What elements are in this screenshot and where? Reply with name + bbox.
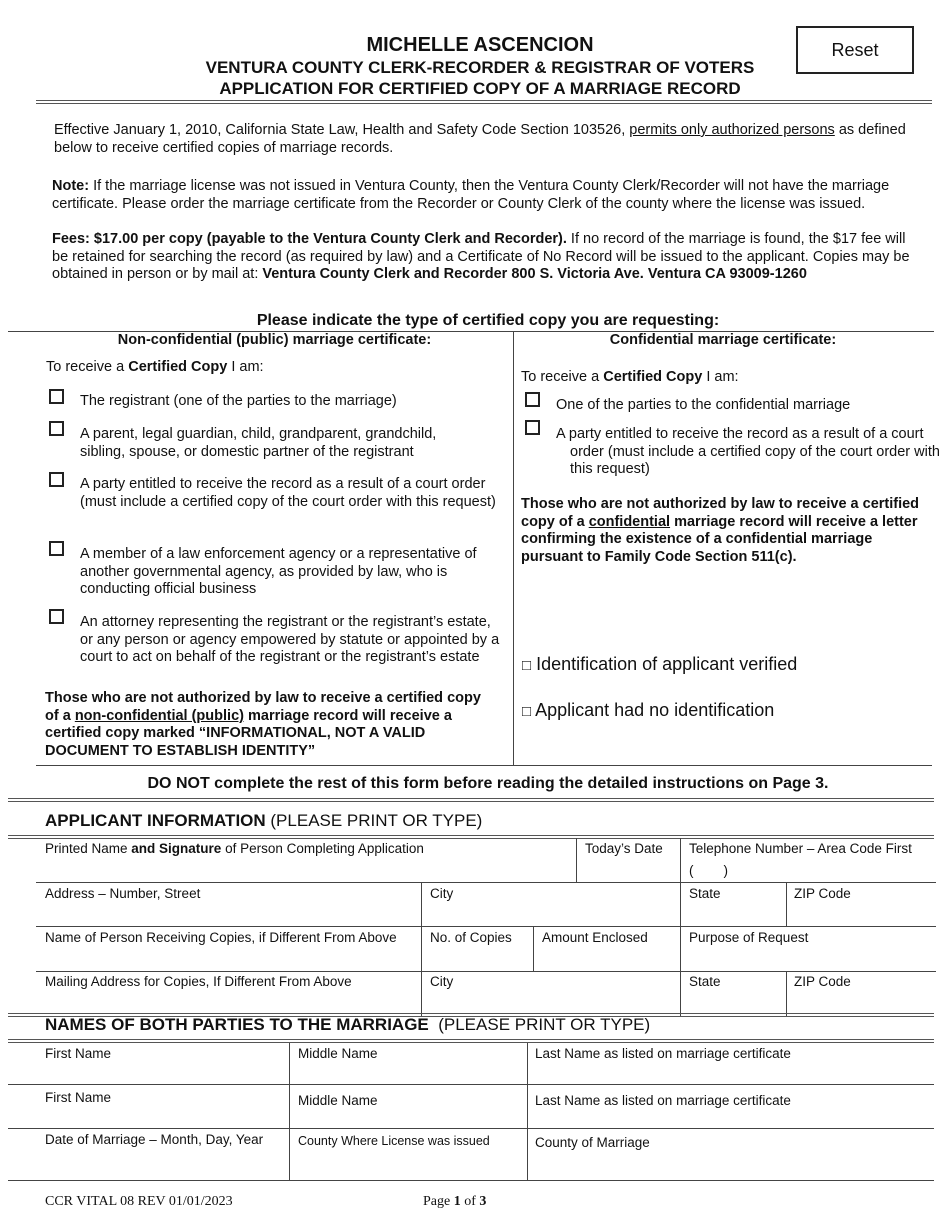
type-section-bottom-rule — [36, 765, 932, 766]
authorized-persons-text: permits only authorized persons — [629, 122, 835, 138]
first-name-field-1[interactable]: First Name — [45, 1046, 112, 1061]
printed-name-field[interactable]: Printed Name and Signature of Person Completing Application — [45, 841, 424, 856]
office-title: VENTURA COUNTY CLERK-RECORDER & REGISTRAR OF VOTERS — [205, 58, 755, 77]
do-not-complete-warning: DO NOT complete the rest of this form before reading the detailed instructions on Page 3. — [147, 775, 829, 792]
family-member-checkbox[interactable] — [49, 421, 64, 436]
fees-paragraph: Fees: $17.00 per copy (payable to the Ventura County Clerk and Recorder). If no record of the marriage is found, the $17 fee will be retained for searching the record (as required by law) and a Certificate of No Record will be issued to the applicant. Copies may be obtained in person or by mail at: Ventura County Clerk and Recorder 800 S. Victoria Ave. Ventura CA 93009-1260 — [52, 231, 910, 282]
note-paragraph: Note: If the marriage license was not issued in Ventura County, then the Ventura County Clerk/Recorder will not have the marriage certificate. Please order the marriage certificate from the Recorder or County Clerk of the county where the license was issued. — [52, 178, 890, 212]
id-verified-box[interactable]: □ — [522, 657, 532, 674]
purpose-field[interactable]: Purpose of Request — [689, 930, 809, 945]
county-of-marriage-field[interactable]: County of Marriage — [535, 1135, 650, 1150]
county-issued-field[interactable]: County Where License was issued — [298, 1134, 490, 1148]
confidential-warning: Those who are not authorized by law to receive a certified copy of a confidential marriage record will receive a letter confirming the existence of a confidential marriage pursuant to Family Code Section 511(c). — [521, 496, 920, 565]
confidential-intro: To receive a Certified Copy I am: — [521, 369, 739, 385]
row-rule — [36, 882, 936, 883]
family-member-option: A parent, legal guardian, child, grandparent, grandchild, sibling, spouse, or domestic partner of the registrant — [80, 426, 437, 460]
amount-field[interactable]: Amount Enclosed — [542, 930, 648, 945]
receiver-name-field[interactable]: Name of Person Receiving Copies, if Different From Above — [45, 930, 397, 945]
confidential-court-order-checkbox[interactable] — [525, 420, 540, 435]
middle-name-field-1[interactable]: Middle Name — [298, 1046, 378, 1061]
court-order-option: A party entitled to receive the record as a result of a court order (must include a certified copy of the court order with this request) — [80, 476, 496, 510]
registrant-option: The registrant (one of the parties to the marriage) — [80, 393, 397, 409]
attorney-option: An attorney representing the registrant or the registrant’s estate, or any person or agency empowered by statute or appointed by a court to act on behalf of the registrant or the registrant’s estate — [80, 614, 500, 665]
zip-field[interactable]: ZIP Code — [794, 886, 851, 901]
no-id-box[interactable]: □ — [522, 703, 532, 720]
registrant-checkbox[interactable] — [49, 389, 64, 404]
public-intro: To receive a Certified Copy I am: — [46, 359, 264, 375]
applicant-top-rule — [8, 798, 934, 802]
header-divider — [36, 100, 932, 104]
confidential-heading: Confidential marriage certificate: — [609, 332, 837, 348]
mailing-state-field[interactable]: State — [689, 974, 721, 989]
law-enforcement-checkbox[interactable] — [49, 541, 64, 556]
column-divider — [513, 331, 514, 765]
attorney-checkbox[interactable] — [49, 609, 64, 624]
public-heading: Non-confidential (public) marriage certificate: — [117, 332, 432, 348]
divider — [527, 1043, 528, 1180]
confidential-court-order-option: A party entitled to receive the record as a result of a court order (must include a certified copy of the court order with this request) — [556, 426, 940, 477]
todays-date-field[interactable]: Today’s Date — [585, 841, 663, 856]
mailing-city-field[interactable]: City — [430, 974, 454, 989]
last-name-field-1[interactable]: Last Name as listed on marriage certificate — [535, 1046, 791, 1061]
id-verified-option[interactable]: □ Identification of applicant verified — [522, 654, 798, 674]
last-name-field-2[interactable]: Last Name as listed on marriage certificate — [535, 1093, 791, 1108]
copy-type-heading: Please indicate the type of certified copy you are requesting: — [256, 312, 720, 329]
divider — [786, 971, 787, 1017]
applicant-section-title: APPLICANT INFORMATION (PLEASE PRINT OR TYPE) — [45, 811, 483, 830]
court-order-checkbox[interactable] — [49, 472, 64, 487]
row-rule — [36, 926, 936, 927]
divider — [786, 882, 787, 927]
law-enforcement-option: A member of a law enforcement agency or a representative of another governmental agency, as provided by law, who is conducting official business — [80, 546, 477, 597]
office-holder-name: MICHELLE ASCENCION — [366, 34, 594, 56]
reset-button[interactable]: Reset — [796, 26, 914, 74]
page-number: Page 1 of 3 — [423, 1194, 487, 1209]
public-warning: Those who are not authorized by law to receive a certified copy of a non-confidential (public) marriage record will receive a certified copy marked “INFORMATIONAL, NOT A VALID DOCUMENT TO ESTABLISH IDENTITY” — [45, 690, 481, 759]
no-id-option[interactable]: □ Applicant had no identification — [522, 700, 775, 720]
parties-section-title: NAMES OF BOTH PARTIES TO THE MARRIAGE (PLEASE PRINT OR TYPE) — [45, 1015, 651, 1034]
parties-table-top — [8, 1039, 934, 1043]
row-rule — [8, 1084, 934, 1085]
row-rule — [36, 971, 936, 972]
mailing-address-field[interactable]: Mailing Address for Copies, If Different From Above — [45, 974, 352, 989]
applicant-table-top — [8, 835, 934, 839]
divider — [680, 838, 681, 1017]
row-rule — [8, 1180, 934, 1181]
divider — [576, 838, 577, 882]
divider — [533, 926, 534, 971]
telephone-field[interactable]: Telephone Number – Area Code First — [689, 841, 912, 856]
city-field[interactable]: City — [430, 886, 454, 901]
form-code: CCR VITAL 08 REV 01/01/2023 — [45, 1194, 233, 1209]
address-field[interactable]: Address – Number, Street — [45, 886, 201, 901]
form-title: APPLICATION FOR CERTIFIED COPY OF A MARRIAGE RECORD — [219, 79, 741, 98]
divider — [421, 882, 422, 1017]
confidential-party-option: One of the parties to the confidential marriage — [556, 397, 851, 413]
mailing-zip-field[interactable]: ZIP Code — [794, 974, 851, 989]
intro-paragraph: Effective January 1, 2010, California State Law, Health and Safety Code Section 103526, permits only authorized persons as defined below to receive certified copies of marriage records. — [54, 122, 906, 156]
marriage-date-field[interactable]: Date of Marriage – Month, Day, Year — [45, 1132, 264, 1147]
telephone-area-code: ( ) — [689, 863, 728, 878]
middle-name-field-2[interactable]: Middle Name — [298, 1093, 378, 1108]
row-rule — [8, 1128, 934, 1129]
state-field[interactable]: State — [689, 886, 721, 901]
divider — [289, 1043, 290, 1180]
first-name-field-2[interactable]: First Name — [45, 1090, 112, 1105]
confidential-party-checkbox[interactable] — [525, 392, 540, 407]
copies-field[interactable]: No. of Copies — [430, 930, 512, 945]
